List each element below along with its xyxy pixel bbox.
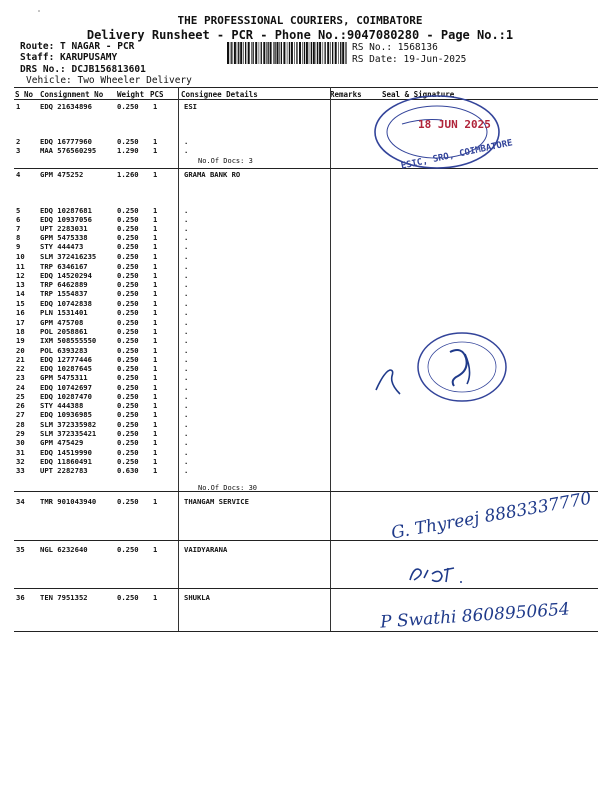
runsheet-title: Delivery Runsheet - PCR - Phone No.:9047080280 - Page No.:1 (86, 28, 514, 42)
row-consignee: . (184, 137, 189, 146)
row-pcs: 1 (153, 262, 158, 271)
row-consignee: . (184, 438, 189, 447)
row-consignment-no: EDQ 10742838 (40, 299, 92, 308)
row-pcs: 1 (153, 466, 158, 475)
row-pcs: 1 (153, 401, 158, 410)
row-pcs: 1 (153, 170, 158, 179)
row-consignment-no: TRP 1554837 (40, 289, 88, 298)
row-pcs: 1 (153, 215, 158, 224)
stamp-text: ESIC, SRO, COIMBATORE (400, 138, 514, 172)
table-bottom-rule (14, 631, 598, 632)
row-pcs: 1 (153, 206, 158, 215)
row-weight: 0.250 (117, 280, 139, 289)
row-weight: 0.250 (117, 242, 139, 251)
row-weight: 0.250 (117, 336, 139, 345)
row-consignee: GRAMA BANK RO (184, 170, 241, 179)
row-consignee: SHUKLA (184, 593, 210, 602)
row-consignment-no: EDQ 12777446 (40, 355, 92, 364)
barcode-bar (279, 42, 280, 64)
row-weight: 0.250 (117, 299, 139, 308)
barcode-bar (294, 42, 295, 64)
row-weight: 0.630 (117, 466, 139, 475)
barcode-bar (309, 42, 310, 64)
row-consignment-no: EDQ 10742697 (40, 383, 92, 392)
barcode-bar (327, 42, 329, 64)
group-rule-1 (14, 168, 598, 169)
row-weight: 0.250 (117, 355, 139, 364)
barcode-bar (342, 42, 344, 64)
staff-label: Staff: KARUPUSAMY (20, 52, 118, 63)
barcode-bar (274, 42, 275, 64)
barcode-bar (263, 42, 265, 64)
row-consignee: . (184, 233, 189, 242)
row-sno: 18 (16, 327, 25, 336)
row-consignment-no: TRP 6462889 (40, 280, 88, 289)
row-consignment-no: STY 444388 (40, 401, 84, 410)
stamp-date: 18 JUN 2025 (418, 118, 491, 131)
row-sno: 29 (16, 429, 25, 438)
barcode-bar (330, 42, 331, 64)
row-weight: 0.250 (117, 318, 139, 327)
row-pcs: 1 (153, 355, 158, 364)
row-sno: 13 (16, 280, 25, 289)
row-weight: 0.250 (117, 271, 139, 280)
row-pcs: 1 (153, 233, 158, 242)
table-top-rule (14, 87, 598, 88)
barcode-bar (240, 42, 242, 64)
row-consignment-no: POL 2058861 (40, 327, 88, 336)
col-seal: Seal & Signature (382, 90, 455, 99)
doc-count-2: No.Of Docs: 30 (198, 484, 258, 492)
row-pcs: 1 (153, 593, 158, 602)
row-consignment-no: TMR 901043940 (40, 497, 97, 506)
row-sno: 30 (16, 438, 25, 447)
row-consignee: ESI (184, 102, 197, 111)
row-weight: 0.250 (117, 252, 139, 261)
row-consignment-no: POL 6393283 (40, 346, 88, 355)
barcode-bar (227, 42, 229, 64)
row-weight: 0.250 (117, 289, 139, 298)
row-weight: 0.250 (117, 373, 139, 382)
row-sno: 11 (16, 262, 25, 271)
row-sno: 6 (16, 215, 21, 224)
row-sno: 2 (16, 137, 21, 146)
row-pcs: 1 (153, 336, 158, 345)
row-consignee: . (184, 327, 189, 336)
row-consignee: THANGAM SERVICE (184, 497, 249, 506)
barcode-bar (345, 42, 346, 64)
row-sno: 34 (16, 497, 25, 506)
row-pcs: 1 (153, 146, 158, 155)
company-title: THE PROFESSIONAL COURIERS, COIMBATORE (177, 14, 423, 27)
barcode-bar (283, 42, 285, 64)
row-consignee: . (184, 401, 189, 410)
row-pcs: 1 (153, 102, 158, 111)
rs-date: RS Date: 19-Jun-2025 (352, 54, 467, 65)
col-sno: S No (15, 90, 34, 99)
barcode-bar (251, 42, 252, 64)
row-sno: 33 (16, 466, 25, 475)
row-sno: 27 (16, 410, 25, 419)
row-sno: 9 (16, 242, 21, 251)
barcode-bar (323, 42, 324, 64)
row-consignment-no: TRP 6346167 (40, 262, 88, 271)
barcode-bar (289, 42, 290, 64)
row-consignment-no: GPM 475429 (40, 438, 84, 447)
row-weight: 0.250 (117, 457, 139, 466)
row-pcs: 1 (153, 420, 158, 429)
vehicle-label: Vehicle: Two Wheeler Delivery (26, 75, 192, 86)
row-weight: 0.250 (117, 420, 139, 429)
row-consignment-no: EDQ 10937056 (40, 215, 92, 224)
row-weight: 0.250 (117, 545, 139, 554)
row-consignment-no: EDQ 11860491 (40, 457, 92, 466)
row-consignment-no: MAA 576560295 (40, 146, 97, 155)
col-consignee: Consignee Details (181, 90, 258, 99)
row-pcs: 1 (153, 373, 158, 382)
barcode-bar (332, 42, 333, 64)
barcode-bar (287, 42, 288, 64)
row-sno: 36 (16, 593, 25, 602)
drs-label: DRS No.: DCJB156813601 (20, 64, 146, 75)
signature-36: P Swathi 8608950654 (379, 599, 571, 633)
row-sno: 31 (16, 448, 25, 457)
row-sno: 21 (16, 355, 25, 364)
row-consignee: . (184, 457, 189, 466)
signature-34: G. Thyreej 8883337770 (389, 488, 593, 544)
row-weight: 0.250 (117, 215, 139, 224)
row-weight: 0.250 (117, 327, 139, 336)
row-consignee: . (184, 215, 189, 224)
row-consignment-no: SLM 372416235 (40, 252, 97, 261)
row-weight: 0.250 (117, 364, 139, 373)
row-pcs: 1 (153, 271, 158, 280)
row-sno: 14 (16, 289, 25, 298)
row-pcs: 1 (153, 224, 158, 233)
row-weight: 0.250 (117, 401, 139, 410)
row-weight: 0.250 (117, 262, 139, 271)
row-consignment-no: TEN 7951352 (40, 593, 88, 602)
barcode-bar (270, 42, 272, 64)
barcode-bar (316, 42, 317, 64)
row-sno: 3 (16, 146, 21, 155)
group-rule-2 (14, 491, 598, 492)
row-consignee: . (184, 271, 189, 280)
row-sno: 24 (16, 383, 25, 392)
corner-mark: ˙ (36, 10, 43, 21)
row-consignee: . (184, 383, 189, 392)
barcode-bar (234, 42, 236, 64)
row-sno: 17 (16, 318, 25, 327)
row-consignment-no: IXM 508555550 (40, 336, 97, 345)
row-consignment-no: NGL 6232640 (40, 545, 88, 554)
barcode-bar (306, 42, 308, 64)
row-consignment-no: EDQ 10936985 (40, 410, 92, 419)
barcode-bar (291, 42, 293, 64)
barcode-bar (281, 42, 282, 64)
barcode-bar (299, 42, 301, 64)
barcode-bar (259, 42, 260, 64)
row-consignment-no: UPT 2283031 (40, 224, 88, 233)
row-consignee: . (184, 308, 189, 317)
row-consignee: . (184, 146, 189, 155)
barcode-bar (245, 42, 246, 64)
row-consignment-no: SLM 372335982 (40, 420, 97, 429)
row-consignee: . (184, 420, 189, 429)
group-rule-3 (14, 540, 598, 541)
row-consignment-no: EDQ 10287470 (40, 392, 92, 401)
signature-35 (404, 560, 474, 588)
row-sno: 32 (16, 457, 25, 466)
row-sno: 35 (16, 545, 25, 554)
barcode-bar (253, 42, 254, 64)
barcode-bar (243, 42, 244, 64)
row-sno: 4 (16, 170, 21, 179)
barcode-bar (340, 42, 341, 64)
row-consignment-no: EDQ 10287645 (40, 364, 92, 373)
row-consignment-no: EDQ 14519990 (40, 448, 92, 457)
route-label: Route: T NAGAR - PCR (20, 41, 135, 52)
row-consignee: . (184, 318, 189, 327)
row-pcs: 1 (153, 545, 158, 554)
barcode-bar (273, 42, 274, 64)
barcode-bar (268, 42, 269, 64)
barcode-bar (266, 42, 267, 64)
row-pcs: 1 (153, 252, 158, 261)
row-pcs: 1 (153, 457, 158, 466)
row-consignee: . (184, 224, 189, 233)
row-sno: 23 (16, 373, 25, 382)
row-weight: 0.250 (117, 233, 139, 242)
row-consignment-no: PLN 1531401 (40, 308, 88, 317)
row-pcs: 1 (153, 346, 158, 355)
doc-count-1: No.Of Docs: 3 (198, 157, 253, 165)
barcode-bar (311, 42, 312, 64)
barcode-bar (317, 42, 318, 64)
row-pcs: 1 (153, 364, 158, 373)
row-weight: 0.250 (117, 438, 139, 447)
barcode-bar (277, 42, 279, 64)
barcode-bar (302, 42, 303, 64)
row-weight: 0.250 (117, 383, 139, 392)
row-pcs: 1 (153, 289, 158, 298)
row-consignee: . (184, 448, 189, 457)
barcode-bar (248, 42, 250, 64)
row-pcs: 1 (153, 497, 158, 506)
barcode-bar (238, 42, 239, 64)
row-weight: 0.250 (117, 392, 139, 401)
row-sno: 5 (16, 206, 21, 215)
row-consignee: . (184, 346, 189, 355)
row-consignee: . (184, 299, 189, 308)
row-consignee: . (184, 336, 189, 345)
col-weight: Weight (117, 90, 145, 99)
barcode-image (227, 42, 347, 64)
row-consignee: . (184, 410, 189, 419)
barcode-bar (255, 42, 257, 64)
row-pcs: 1 (153, 299, 158, 308)
row-pcs: 1 (153, 280, 158, 289)
row-sno: 26 (16, 401, 25, 410)
barcode-bar (346, 42, 347, 64)
barcode-bar (325, 42, 326, 64)
row-weight: 0.250 (117, 224, 139, 233)
col-pcs: PCS (150, 90, 164, 99)
row-consignee: . (184, 364, 189, 373)
row-sno: 7 (16, 224, 21, 233)
row-sno: 28 (16, 420, 25, 429)
row-weight: 1.290 (117, 146, 139, 155)
row-sno: 16 (16, 308, 25, 317)
row-weight: 0.250 (117, 497, 139, 506)
row-consignee: . (184, 252, 189, 261)
bank-seal-stamp (415, 330, 510, 405)
row-consignment-no: UPT 2282783 (40, 466, 88, 475)
row-consignment-no: GPM 475252 (40, 170, 84, 179)
row-sno: 8 (16, 233, 21, 242)
row-consignee: . (184, 392, 189, 401)
row-consignment-no: EDQ 16777960 (40, 137, 92, 146)
row-weight: 0.250 (117, 346, 139, 355)
row-weight: 0.250 (117, 206, 139, 215)
row-consignment-no: GPM 475708 (40, 318, 84, 327)
signature-mark (372, 360, 412, 400)
row-pcs: 1 (153, 318, 158, 327)
row-pcs: 1 (153, 327, 158, 336)
barcode-bar (296, 42, 297, 64)
row-consignee: . (184, 242, 189, 251)
group-rule-4 (14, 588, 598, 589)
row-weight: 0.250 (117, 410, 139, 419)
barcode-bar (237, 42, 238, 64)
row-pcs: 1 (153, 383, 158, 392)
row-weight: 0.250 (117, 448, 139, 457)
rs-number: RS No.: 1568136 (352, 42, 438, 53)
barcode-bar (319, 42, 321, 64)
barcode-bar (304, 42, 305, 64)
row-weight: 0.250 (117, 137, 139, 146)
row-pcs: 1 (153, 308, 158, 317)
row-pcs: 1 (153, 429, 158, 438)
row-sno: 1 (16, 102, 21, 111)
row-consignment-no: EDQ 21634896 (40, 102, 92, 111)
row-sno: 25 (16, 392, 25, 401)
row-weight: 0.250 (117, 102, 139, 111)
row-consignee: . (184, 373, 189, 382)
row-consignee: . (184, 280, 189, 289)
row-weight: 0.250 (117, 308, 139, 317)
barcode-bar (230, 42, 231, 64)
row-consignment-no: STY 444473 (40, 242, 84, 251)
row-sno: 10 (16, 252, 25, 261)
row-weight: 0.250 (117, 593, 139, 602)
row-sno: 15 (16, 299, 25, 308)
row-pcs: 1 (153, 448, 158, 457)
row-consignee: . (184, 355, 189, 364)
row-pcs: 1 (153, 392, 158, 401)
barcode-bar (338, 42, 339, 64)
row-consignment-no: GPM 5475311 (40, 373, 88, 382)
row-pcs: 1 (153, 438, 158, 447)
barcode-bar (313, 42, 315, 64)
barcode-bar (335, 42, 337, 64)
row-consignment-no: EDQ 10287681 (40, 206, 92, 215)
row-sno: 19 (16, 336, 25, 345)
row-consignment-no: SLM 372335421 (40, 429, 97, 438)
row-consignee: VAIDYARANA (184, 545, 228, 554)
header-bottom-rule (14, 99, 598, 100)
row-pcs: 1 (153, 242, 158, 251)
row-weight: 1.260 (117, 170, 139, 179)
col-remarks: Remarks (330, 90, 362, 99)
row-consignee: . (184, 466, 189, 475)
barcode-bar (261, 42, 262, 64)
row-consignee: . (184, 289, 189, 298)
row-pcs: 1 (153, 410, 158, 419)
row-consignment-no: EDQ 14520294 (40, 271, 92, 280)
col-consignment: Consignment No (40, 90, 104, 99)
row-consignee: . (184, 206, 189, 215)
row-consignment-no: GPM 5475338 (40, 233, 88, 242)
row-consignee: . (184, 429, 189, 438)
row-weight: 0.250 (117, 429, 139, 438)
row-sno: 12 (16, 271, 25, 280)
row-pcs: 1 (153, 137, 158, 146)
row-sno: 20 (16, 346, 25, 355)
row-consignee: . (184, 262, 189, 271)
row-sno: 22 (16, 364, 25, 373)
barcode-bar (231, 42, 232, 64)
